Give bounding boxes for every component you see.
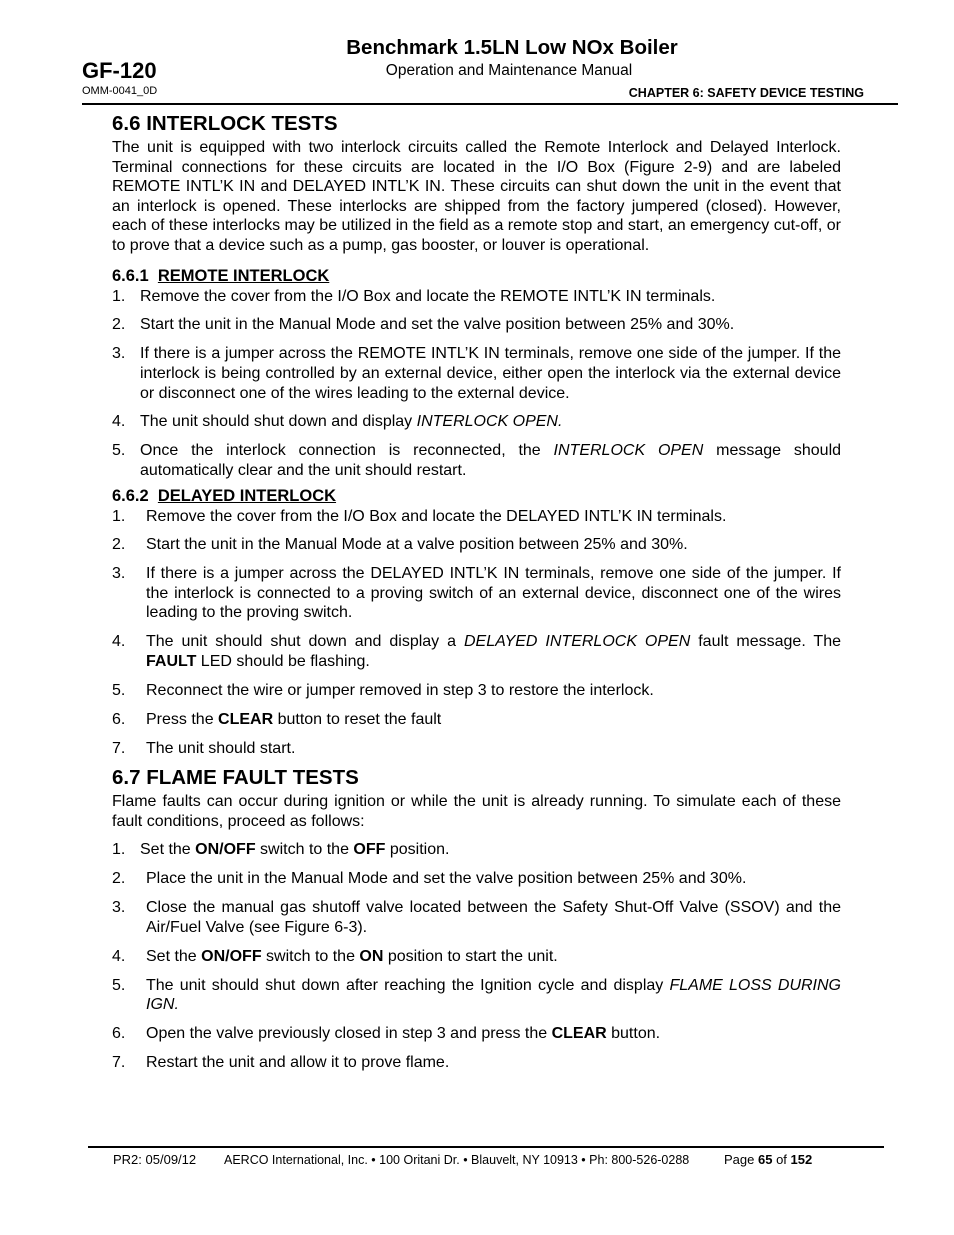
subsection-heading-6-6-1 (112, 265, 841, 287)
document-title: Benchmark 1.5LN Low NOx Boiler (346, 36, 678, 59)
header-rule (82, 103, 898, 105)
list-item: 6. Open the valve previously closed in step 3 and press the CLEAR button. (112, 1025, 661, 1043)
list-item: 7. The unit should start. (112, 739, 296, 757)
subsection-number: 6.6.1 (112, 266, 149, 285)
chapter-label: CHAPTER 6: SAFETY DEVICE TESTING (628, 86, 864, 100)
footer-company: AERCO International, Inc. • 100 Oritani Dr. • Blauvelt, NY 10913 • Ph: 800-526-0288 (224, 1153, 690, 1167)
list-item: 7. Restart the unit and allow it to prove flame. (112, 1053, 450, 1071)
section-heading-6-6: 6.6 INTERLOCK TESTS (112, 112, 338, 135)
doc-number: OMM-0041_0D (82, 85, 158, 97)
footer-page-number: Page 65 of 152 (724, 1152, 813, 1167)
list-item: 1. Remove the cover from the I/O Box and locate the DELAYED INTL’K IN terminals. (112, 507, 727, 525)
subsection-heading-6-6-2 (112, 485, 841, 507)
list-item: 5. Once the interlock connection is reconnected, the INTERLOCK OPEN message should automatically clear and the unit should restart. (112, 442, 842, 479)
page-content (112, 110, 841, 1082)
footer-rule (88, 1146, 884, 1148)
document-subtitle: Operation and Maintenance Manual (385, 62, 633, 79)
list-item: 6. Press the CLEAR button to reset the fault (112, 710, 442, 728)
subsection-title: DELAYED INTERLOCK (157, 486, 337, 505)
list-item: 5. The unit should shut down after reaching the Ignition cycle and display FLAME LOSS DURING IGN. (112, 976, 842, 1014)
subsection-number: 6.6.2 (112, 486, 149, 505)
delayed-interlock-steps (112, 507, 841, 759)
list-item: 1. Remove the cover from the I/O Box and locate the REMOTE INTL’K IN terminals. (112, 287, 716, 305)
subsection-title: REMOTE INTERLOCK (157, 266, 330, 285)
list-item: 5. Reconnect the wire or jumper removed in step 3 to restore the interlock. (112, 681, 654, 699)
list-item: 3. Close the manual gas shutoff valve located between the Safety Shut-Off Valve (SSOV) and the Air/Fuel Valve (see Figure 6-3). (112, 899, 841, 936)
list-item: 2. Place the unit in the Manual Mode and set the valve position between 25% and 30%. (112, 870, 747, 888)
list-item: 4. The unit should shut down and display a DELAYED INTERLOCK OPEN fault message. The FAULT LED should be flashing. (112, 633, 842, 670)
model-label: GF-120 (82, 58, 157, 83)
list-item: 4. The unit should shut down and display INTERLOCK OPEN. (112, 413, 563, 431)
section-6-7-body: Flame faults can occur during ignition or while the unit is already running. To simulate each of these fault conditions, proceed as follows: (112, 793, 841, 830)
section-6-6-body: The unit is equipped with two interlock circuits called the Remote Interlock and Delayed Interlock. Terminal connections for these circuits are located in the I/O Box (Figure 2-9) and are labeled REMOTE INTL’K IN and DELAYED INTL’K IN. These circuits can shut down the unit in the event that an interlock is opened. These interlocks are shipped from the factory jumpered (closed). However, each of these interlocks may be utilized in the field as a remote stop and start, an emergency cut-off, or to prove that a device such as a pump, gas booster, or louver is operational. (112, 139, 841, 254)
list-item: 2. Start the unit in the Manual Mode and set the valve position between 25% and 30%. (112, 316, 735, 334)
flame-fault-steps (112, 840, 841, 1072)
remote-interlock-steps (112, 287, 841, 481)
list-item: 3. If there is a jumper across the DELAYED INTL’K IN terminals, remove one side of the jumper. If the interlock is connected to a proving switch of an external device, disconnect one of the wires leading to the proving switch. (112, 565, 841, 622)
section-heading-6-7: 6.7 FLAME FAULT TESTS (112, 766, 359, 790)
list-item: 3. If there is a jumper across the REMOTE INTL’K IN terminals, remove one side of the jumper. If the interlock is being controlled by an external device, either open the interlock via the external device or disconnect one of the wires leading to the external device. (112, 345, 841, 402)
list-item: 4. Set the ON/OFF switch to the ON position to start the unit. (112, 947, 558, 965)
list-item: 2. Start the unit in the Manual Mode at a valve position between 25% and 30%. (112, 536, 688, 554)
list-item: 1. Set the ON/OFF switch to the OFF position. (112, 841, 450, 859)
footer-revision: PR2: 05/09/12 (113, 1152, 197, 1167)
